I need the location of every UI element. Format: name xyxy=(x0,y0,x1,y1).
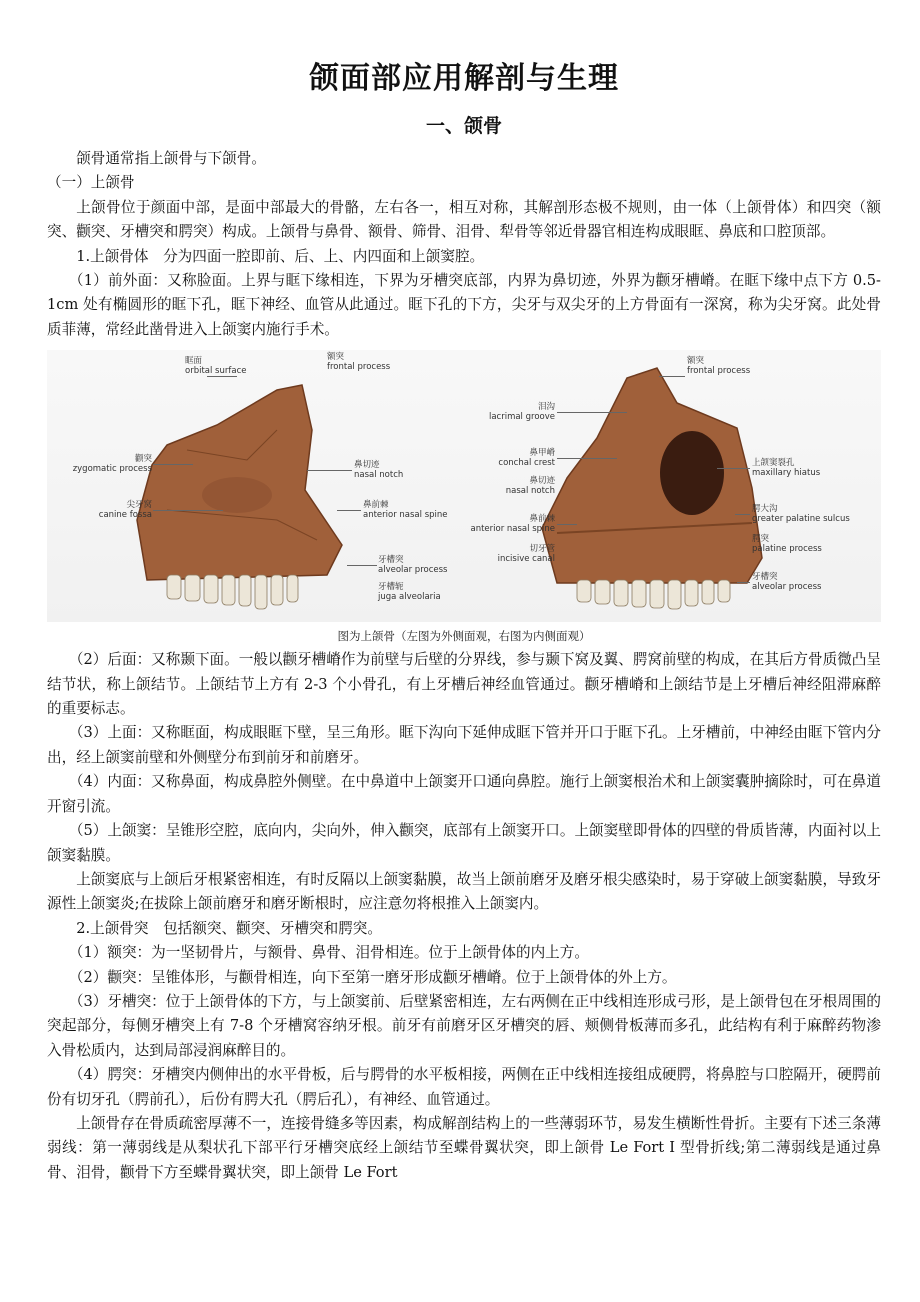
figure-caption: 图为上颌骨（左图为外侧面观，右图为内侧面观） xyxy=(337,629,591,644)
paragraph: （5）上颌窦：呈锥形空腔，底向内，尖向外，伸入颧突，底部有上颌窦开口。上颌窦壁即骨体的四壁的骨质皆薄，内面衬以上颌窦黏膜。 xyxy=(47,822,881,864)
label-palatine-process: 腭突 palatine process xyxy=(752,534,822,555)
label-anterior-nasal-spine: 鼻前棘 anterior nasal spine xyxy=(363,500,448,521)
leader-line xyxy=(659,376,685,377)
label-canine-fossa: 尖牙窝 canine fossa xyxy=(98,500,152,521)
maxilla-medial-illustration xyxy=(537,358,777,620)
leader-line xyxy=(737,582,750,583)
paragraph: （4）腭突：牙槽突内侧伸出的水平骨板，后与腭骨的水平板相接，两侧在正中线相连接组成硬腭，将鼻腔与口腔隔开，硬腭前份有切牙孔（腭前孔），后份有腭大孔（腭后孔），有神经、血管通过。 xyxy=(47,1066,881,1108)
label-alveolar-process: 牙槽突 alveolar process xyxy=(752,572,822,593)
label-juga-alveolaria: 牙槽轭 juga alveolaria xyxy=(378,582,441,603)
label-alveolar-process: 牙槽突 alveolar process xyxy=(378,555,448,576)
label-greater-palatine-sulcus: 腭大沟 greater palatine sulcus xyxy=(752,504,850,525)
leader-line xyxy=(717,468,750,469)
paragraph: （3）上面：又称眶面，构成眼眶下壁，呈三角形。眶下沟向下延伸成眶下管并开口于眶下孔。上牙槽前，中神经由眶下管内分出，经上颌窦前壁和外侧壁分布到前牙和前磨牙。 xyxy=(47,724,881,766)
document-page xyxy=(47,55,881,1185)
leader-line xyxy=(557,412,627,413)
label-incisive-canal: 切牙管 incisive canal xyxy=(497,544,555,565)
paragraph: 上颌骨存在骨质疏密厚薄不一，连接骨缝多等因素，构成解剖结构上的一些薄弱环节，易发生横断性骨折。主要有下述三条薄弱线：第一薄弱线是从梨状孔下部平行牙槽突底经上颌结节至蝶骨翼状突，即上颌骨 Le Fort I 型骨折线;第二薄弱线是通过鼻骨、泪骨，颧骨下方至蝶骨翼状突，即上颌骨 Le Fort xyxy=(47,1114,881,1181)
leader-line xyxy=(207,376,237,377)
paragraph: 颌骨通常指上颌骨与下颌骨。 xyxy=(76,150,266,167)
label-anterior-nasal-spine: 鼻前棘 anterior nasal spine xyxy=(470,514,555,535)
paragraph: 上颌窦底与上颌后牙根紧密相连，有时反隔以上颌窦黏膜，故当上颌前磨牙及磨牙根尖感染时，易于穿破上颌窦黏膜，导致牙源性上颌窦炎;在拔除上颌前磨牙和磨牙断根时，应注意勿将根推入上颌窦内。 xyxy=(47,870,881,913)
label-frontal-process: 额突 frontal process xyxy=(327,352,391,373)
paragraph: 1.上颌骨体 分为四面一腔即前、后、上、内四面和上颌窦腔。 xyxy=(76,247,485,265)
paragraph: 上颌骨位于颜面中部，是面中部最大的骨骼，左右各一，相互对称，其解剖形态极不规则，由一体（上颌骨体）和四突（额突、颧突、牙槽突和腭突）构成。上颌骨与鼻骨、额骨、筛骨、泪骨、犁骨等邻近骨器官相连构成眼眶、鼻底和口腔顶部。 xyxy=(47,198,881,241)
leader-line xyxy=(557,524,577,525)
leader-line xyxy=(153,510,223,511)
label-nasal-notch: 鼻切迹 nasal notch xyxy=(354,460,404,481)
paragraph: （1）前外面：又称脸面。上界与眶下缘相连，下界为牙槽突底部，内界为鼻切迹，外界为颧牙槽嵴。在眶下缘中点下方 0.5-1cm 处有椭圆形的眶下孔，眶下神经、血管从此通过。眶下孔的下方，尖牙与双尖牙的上方骨面有一深窝，称为尖牙窝。此处骨质菲薄，常经此凿骨进入上颌窦内施行手术。 xyxy=(47,272,881,338)
document-title: 颌面部应用解剖与生理 xyxy=(309,61,619,96)
leader-line xyxy=(307,470,352,471)
label-zygomatic-process: 颧突 zygomatic process xyxy=(72,454,152,475)
paragraph: （3）牙槽突：位于上颌骨体的下方，与上颌窦前、后壁紧密相连，左右两侧在正中线相连形成弓形，是上颌骨包在牙根周围的突起部分，每侧牙槽突上有 7-8 个牙槽窝容纳牙根。前牙有前磨牙区牙槽突的唇、颊侧骨板薄而多孔，此结构有利于麻醉药物渗入骨松质内，达到局部浸润麻醉目的。 xyxy=(47,992,881,1059)
paragraph: （4）内面：又称鼻面，构成鼻腔外侧壁。在中鼻道中上颌窦开口通向鼻腔。施行上颌窦根治术和上颌窦囊肿摘除时，可在鼻道开窗引流。 xyxy=(47,773,881,815)
label-lacrimal-groove: 泪沟 lacrimal groove xyxy=(488,402,555,423)
leader-line xyxy=(337,510,361,511)
label-conchal-crest: 鼻甲嵴 conchal crest xyxy=(498,448,555,469)
paragraph: 2.上颌骨突 包括额突、颧突、牙槽突和腭突。 xyxy=(76,919,382,937)
leader-line xyxy=(153,464,193,465)
paragraph: （2）后面：又称颞下面。一般以颧牙槽嵴作为前壁与后壁的分界线，参与颞下窝及翼、腭窝前壁的构成，在其后方骨质微凸呈结节状，称上颌结节。上颌结节上方有 2-3 个小骨孔，有上牙槽后神经血管通过。颧牙槽嵴和上颌结节是上牙槽后神经阻滞麻醉的重要标志。 xyxy=(47,651,881,718)
leader-line xyxy=(347,565,377,566)
maxilla-figure xyxy=(47,350,881,622)
paragraph: （2）颧突：呈锥体形，与颧骨相连，向下至第一磨牙形成颧牙槽嵴。位于上颌骨体的外上方。 xyxy=(68,968,677,986)
leader-line xyxy=(735,514,750,515)
label-frontal-process: 额突 frontal process xyxy=(687,356,751,377)
label-orbital-surface: 眶面 orbital surface xyxy=(185,356,247,377)
maxilla-lateral-illustration xyxy=(127,370,357,620)
label-nasal-notch: 鼻切迹 nasal notch xyxy=(505,476,555,497)
paragraph: （1）额突：为一坚韧骨片，与额骨、鼻骨、泪骨相连。位于上颌骨体的内上方。 xyxy=(68,944,589,962)
label-maxillary-hiatus: 上颌窦裂孔 maxillary hiatus xyxy=(752,458,821,479)
leader-line xyxy=(557,458,617,459)
section-heading: 一、颌骨 xyxy=(425,115,502,137)
subsection-heading: （一）上颌骨 xyxy=(47,174,135,192)
